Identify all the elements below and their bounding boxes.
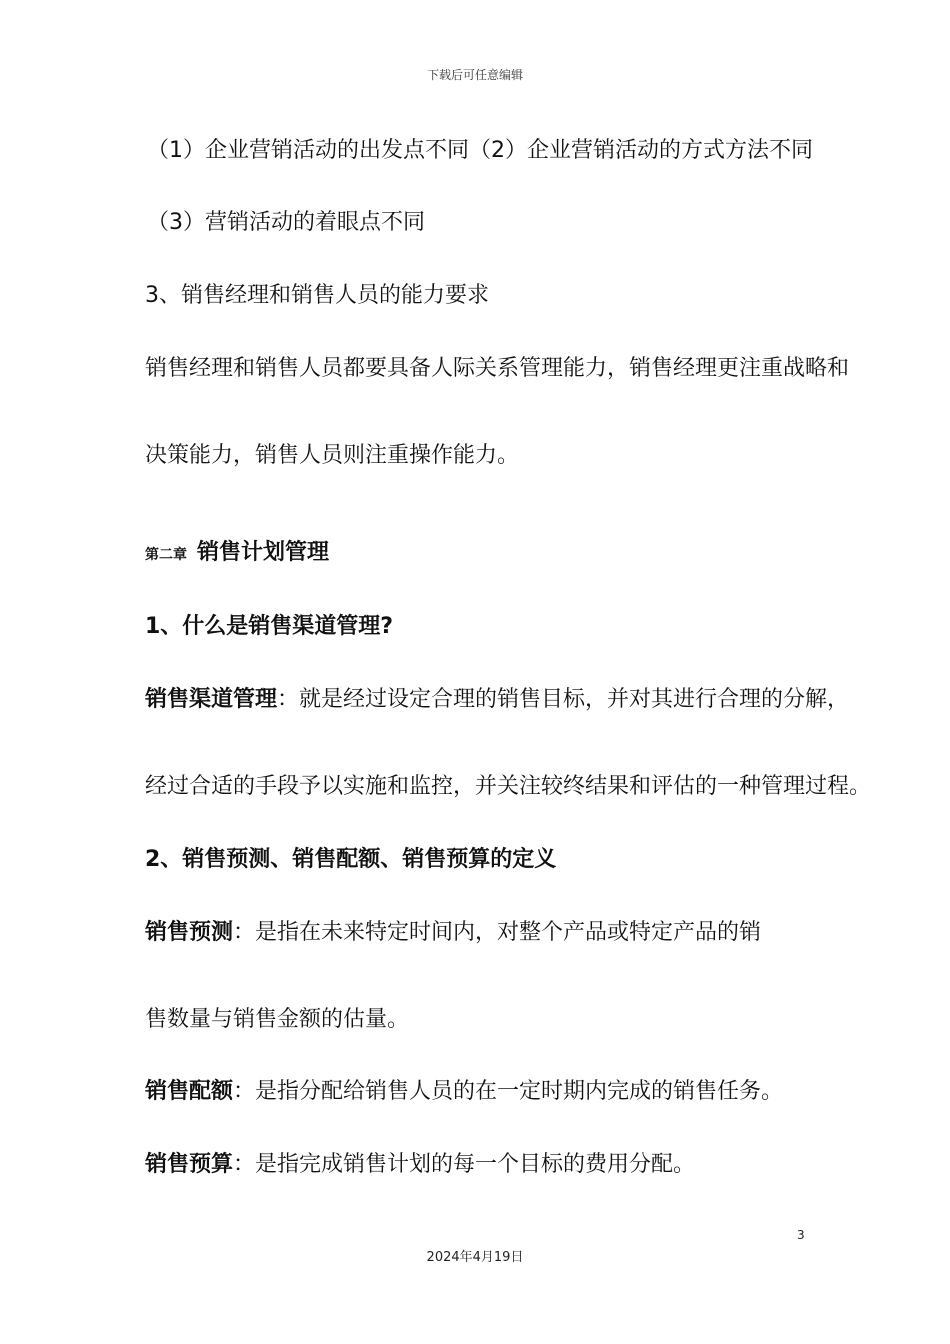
definition-2-term: 销售预测 <box>145 920 234 945</box>
paragraph-line-1: （1）企业营销活动的出发点不同（2）企业营销活动的方式方法不同 <box>147 138 813 163</box>
definition-4 <box>145 1150 695 1180</box>
definition-1-text: ：就是经过设定合理的销售目标，并对其进行合理的分解， <box>277 687 850 712</box>
chapter-title: 销售计划管理 <box>197 540 330 565</box>
paragraph-line-2: （3）营销活动的着眼点不同 <box>147 210 425 235</box>
question-1: 1、什么是销售渠道管理? <box>145 614 394 639</box>
definition-1-continuation: 经过合适的手段予以实施和监控，并关注较终结果和评估的一种管理过程。 <box>145 774 872 799</box>
definition-3-text: ：是指分配给销售人员的在一定时期内完成的销售任务。 <box>233 1079 784 1104</box>
definition-2 <box>145 918 761 948</box>
definition-1-term: 销售渠道管理 <box>145 687 278 712</box>
definition-3 <box>145 1077 783 1107</box>
question-2: 2、销售预测、销售配额、销售预算的定义 <box>145 847 557 872</box>
definition-2-text: ：是指在未来特定时间内，对整个产品或特定产品的销 <box>233 920 762 945</box>
chapter-heading <box>145 538 329 570</box>
paragraph-line-5: 决策能力，销售人员则注重操作能力。 <box>145 443 520 468</box>
footer-date: 2024年4月19日 <box>426 1250 524 1265</box>
header-note: 下载后可任意编辑 <box>426 68 523 82</box>
definition-2-continuation: 售数量与销售金额的估量。 <box>145 1007 410 1032</box>
definition-3-term: 销售配额 <box>145 1079 234 1104</box>
section-heading-3: 3、销售经理和销售人员的能力要求 <box>145 283 489 308</box>
chapter-number: 第二章 <box>145 547 187 563</box>
page-number: 3 <box>797 1228 805 1242</box>
definition-4-text: ：是指完成销售计划的每一个目标的费用分配。 <box>233 1152 696 1177</box>
paragraph-line-4: 销售经理和销售人员都要具备人际关系管理能力，销售经理更注重战略和 <box>145 356 850 381</box>
definition-1 <box>145 685 849 715</box>
definition-4-term: 销售预算 <box>145 1152 234 1177</box>
